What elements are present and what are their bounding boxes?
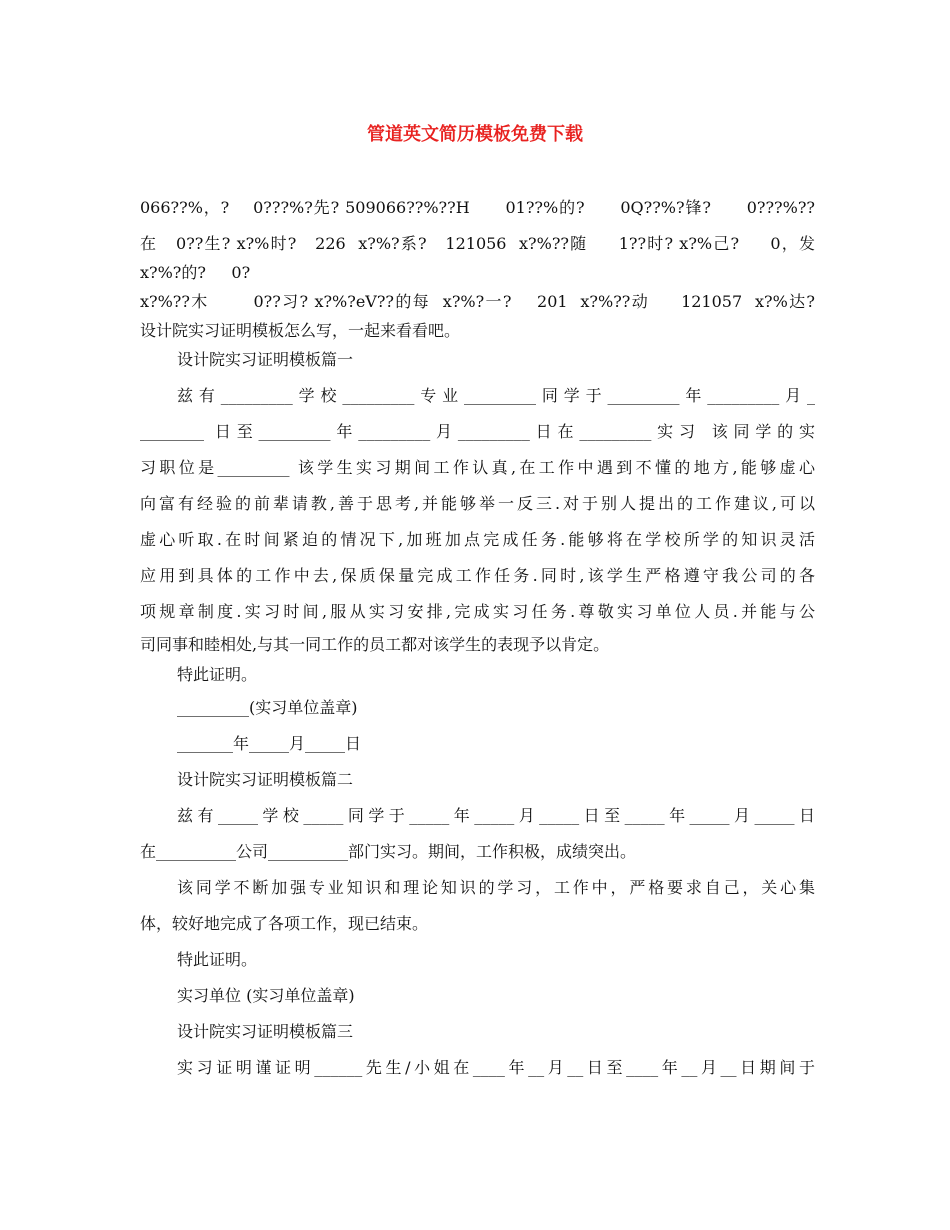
paragraph-line: 实习证明谨证明______先生/小姐在____年__月__日至____年__月__日期间于: [177, 1058, 815, 1077]
garbled-line-1: 066??%，? 0???%?先? 509066??%??H 01??%的? 0Q??%?锋? 0???%??: [140, 198, 815, 217]
paragraph-line: 项规章制度.实习时间,服从实习安排,完成实习任务.尊敬实习单位人员.并能与公: [140, 602, 815, 621]
paragraph-line: 兹有_________学校_________专业_________同学于_________年_________月_: [177, 386, 815, 405]
certify-line: 特此证明。: [177, 665, 258, 684]
paragraph-line: ________ 日至_________年_________月_________日在_________实习 该同学的实: [140, 422, 815, 441]
garbled-line-2: 在 0??生? x?%时? 226 x?%?系? 121056 x?%??随 1??时? x?%己? 0，发: [140, 234, 815, 253]
certify-line: 特此证明。: [177, 950, 258, 969]
paragraph-line: 该同学不断加强专业知识和理论知识的学习，工作中，严格要求自己，关心集: [177, 878, 815, 897]
garbled-line-4: x?%??木 0??习? x?%?eV??的每 x?%?一? 201 x?%??动 121057 x?%达?: [140, 292, 815, 311]
paragraph-line: 习职位是_________ 该学生实习期间工作认真,在工作中遇到不懂的地方,能够虚心: [140, 458, 815, 477]
paragraph-line: 体，较好地完成了各项工作，现已结束。: [140, 914, 429, 933]
paragraph-line: 虚心听取.在时间紧迫的情况下,加班加点完成任务.能够将在学校所学的知识灵活: [140, 530, 815, 549]
document-body: [140, 190, 815, 1086]
document-title: 管道英文简历模板免费下载: [367, 124, 583, 145]
paragraph-line: 司同事和睦相处,与其一同工作的员工都对该学生的表现予以肯定。: [140, 635, 610, 654]
garbled-line-3: x?%?的? 0?: [140, 263, 251, 282]
section-heading-1: 设计院实习证明模板篇一: [177, 350, 354, 369]
paragraph-line: 在__________公司__________部门实习。期间，工作积极，成绩突出。: [140, 842, 637, 861]
intro-line: 设计院实习证明模板怎么写，一起来看看吧。: [140, 321, 461, 340]
section-heading-3: 设计院实习证明模板篇三: [177, 1022, 354, 1041]
paragraph-line: 兹有_____学校_____同学于_____年_____月_____日至_____年_____月_____日: [177, 806, 815, 825]
paragraph-line: 应用到具体的工作中去,保质保量完成工作任务.同时,该学生严格遵守我公司的各: [140, 566, 815, 585]
paragraph-line: 向富有经验的前辈请教,善于思考,并能够举一反三.对于别人提出的工作建议,可以: [140, 494, 815, 513]
section-heading-2: 设计院实习证明模板篇二: [177, 770, 354, 789]
date-line: _______年_____月_____日: [177, 734, 362, 753]
seal-line: _________(实习单位盖章): [177, 698, 358, 717]
seal-line: 实习单位 (实习单位盖章): [177, 986, 355, 1005]
